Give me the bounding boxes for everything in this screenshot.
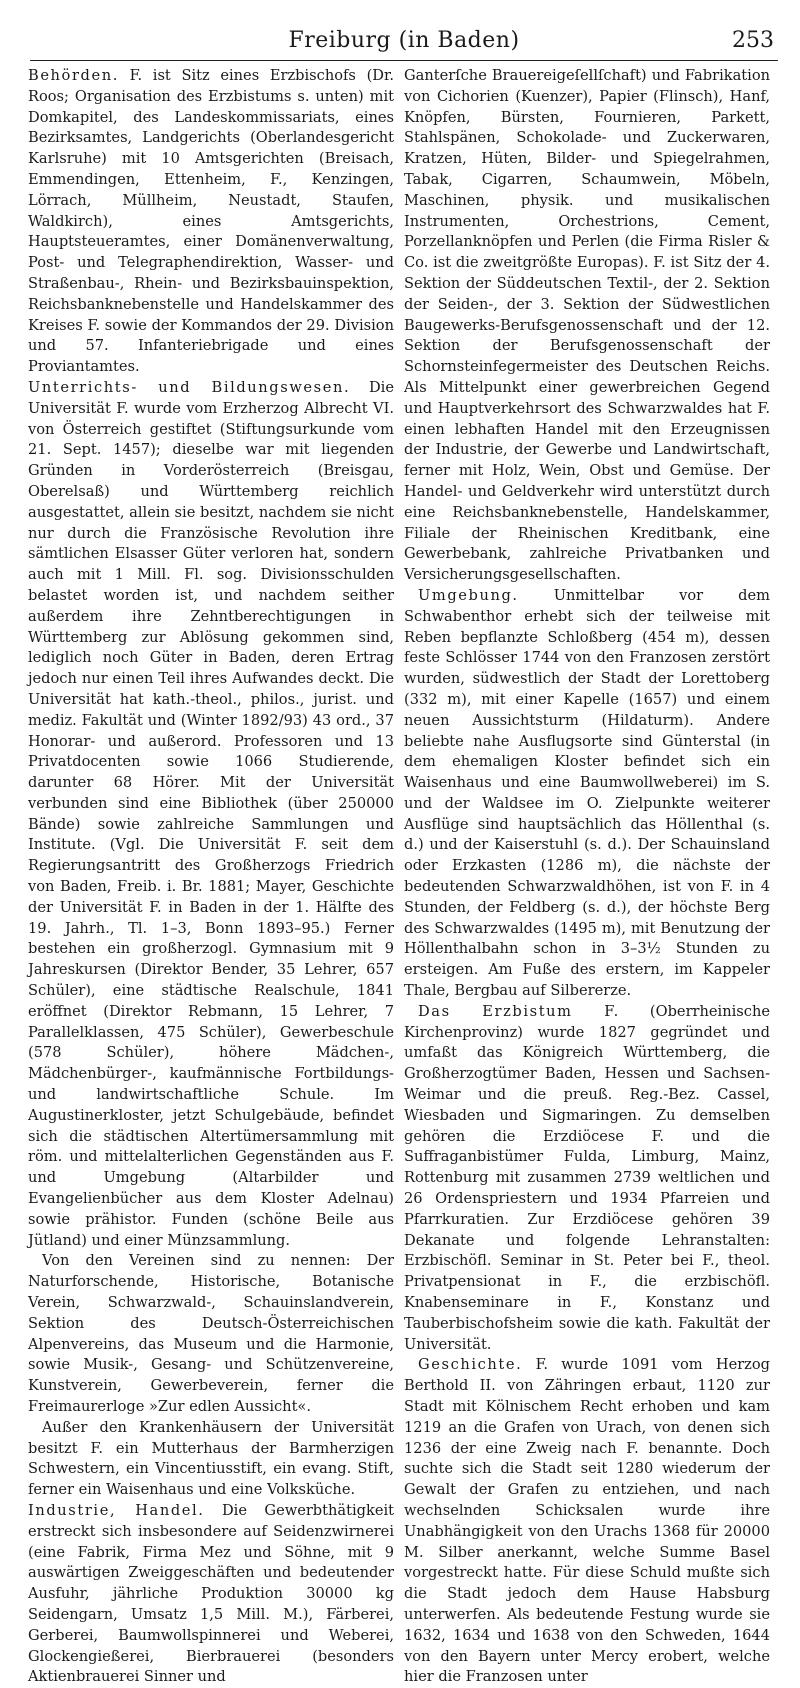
left-column — [28, 66, 394, 1686]
section-lead: Unterrichts- und Bildungswesen. — [28, 378, 351, 396]
paragraph-umgebung — [404, 586, 770, 1002]
page-header — [30, 20, 778, 61]
paragraph-unterricht — [28, 378, 394, 1251]
section-lead: Industrie, Handel. — [28, 1501, 205, 1519]
section-lead: Geschichte. — [418, 1356, 523, 1374]
section-lead: Das Erzbistum F. — [418, 1002, 620, 1020]
paragraph-text: F. ist Sitz eines Erzbischofs (Dr. Roos; Organisation des Erzbistums s. unten) mit Domkapitel, des Landeskommissariats, eines Bezirksamtes, Landgerichts (Oberlandesgericht Karlsruhe) mit 10 Amtsgerichten (Breisach, Emmendingen, Ettenheim, F., Kenzingen, Lörrach, Müllheim, Neustadt, Staufen, Waldkirch), eines Amtsgerichts, Hauptsteueramtes, einer Domänenverwaltung, Post- und Telegraphendirektion, Wasser- und Straßenbau-, Rhein- und Bezirksbauinspektion, Reichsbanknebenstelle und Handelskammer des Kreises F. sowie der Kommandos der 29. Division und 57. Infanteriebrigade und eines Proviantamtes. — [28, 67, 394, 376]
paragraph-industrie-cont — [404, 66, 770, 586]
running-title: Freiburg (in Baden) — [288, 28, 520, 53]
paragraph-text: Die Gewerbthätigkeit erstreckt sich insbesondere auf Seidenzwirnerei (eine Fabrik, Firma Mez und Söhne, mit 9 auswärtigen Zweiggeschäften und bedeutender Ausfuhr, jährliche Produktion 30000 kg Seidengarn, Umsatz 1,5 Mill. M.), Färberei, Gerberei, Baumwollspinnerei und Weberei, Glockengießerei, Bierbrauerei (besonders Aktienbrauerei Sinner und — [28, 1501, 394, 1686]
paragraph-text: Ganterſche Brauereigeſellſchaft) und Fabrikation von Cichorien (Kuenzer), Papier (Flinsch), Hanf, Knöpfen, Bürsten, Fournieren, Parkett, Stahlspänen, Schokolade- und Zuckerwaren, Kratzen, Hüten, Bilder- und Spiegelrahmen, Tabak, Cigarren, Schaumwein, Möbeln, Maschinen, physik. und musikalischen Instrumenten, Orchestrions, Cement, Porzellanknöpfen und Perlen (die Firma Risler & Co. ist die zweitgrößte Europas). F. ist Sitz der 4. Sektion der Süddeutschen Textil-, der 2. Sektion der Seiden-, der 3. Sektion der Südwestlichen Baugewerks-Berufsgenossenschaft und der 12. Sektion der Berufsgenossenschaft der Schornsteinfegermeister des Deutschen Reichs. Als Mittelpunkt einer gewerbreichen Gegend und Hauptverkehrsort des Schwarzwaldes hat F. einen lebhaften Handel mit den Erzeugnissen der Industrie, der Gewerbe und Landwirtschaft, ferner mit Holz, Wein, Obst und Gemüse. Der Handel- und Geldverkehr wird unterstützt durch eine Reichsbanknebenstelle, Handelskammer, Filiale der Rheinischen Kreditbank, eine Gewerbebank, zahlreiche Privatbanken und Versicherungsgesellschaften. — [404, 67, 770, 584]
section-lead: Behörden. — [28, 67, 119, 84]
paragraph-text: Von den Vereinen sind zu nennen: Der Naturforschende, Historische, Botanische Verein, Schwarzwald-, Schauinslandverein, Sektion des Deutsch-Österreichischen Alpenvereins, das Museum und die Harmonie, sowie Musik-, Gesang- und Schützenvereine, Kunstverein, Gewerbeverein, ferner die Freimaurerloge »Zur edlen Aussicht«. — [28, 1252, 394, 1415]
paragraph-behoerden — [28, 66, 394, 378]
paragraph-krankenhaeuser — [28, 1418, 394, 1501]
paragraph-text: (Oberrheinische Kirchenprovinz) wurde 1827 gegründet und umfaßt das Königreich Württemberg, die Großherzogtümer Baden, Hessen und Sachsen-Weimar und die preuß. Reg.-Bez. Cassel, Wiesbaden und Sigmaringen. Zu demselben gehören die Erzdiöcese F. und die Suffraganbistümer Fulda, Limburg, Mainz, Rottenburg mit zusammen 2739 weltlichen und 26 Ordenspriestern und 1934 Pfarreien und Pfarrkuratien. Zur Erzdiöcese gehören 39 Dekanate und folgende Lehranstalten: Erzbischöfl. Seminar in St. Peter bei F., theol. Privatpensionat in F., die erzbischöfl. Knabenseminare in F., Konstanz und Tauberbischofsheim sowie die kath. Fakultät der Universität. — [404, 1002, 770, 1353]
paragraph-industrie — [28, 1501, 394, 1688]
paragraph-erzbistum — [404, 1002, 770, 1356]
page-number: 253 — [732, 28, 774, 53]
paragraph-vereine — [28, 1251, 394, 1417]
paragraph-text: Außer den Krankenhäusern der Universität besitzt F. ein Mutterhaus der Barmherzigen Schwestern, ein Vincentiusstift, ein evang. Stift, ferner ein Waisenhaus und eine Volksküche. — [28, 1418, 394, 1499]
right-column — [404, 66, 770, 1686]
paragraph-text: Unmittelbar vor dem Schwabenthor erhebt sich der teilweise mit Reben bepflanzte Schloßberg (454 m), dessen feste Schlösser 1744 von den Franzosen zerstört wurden, südwestlich der Stadt der Lorettoberg (332 m), mit einer Kapelle (1657) und einem neuen Aussichtsturm (Hildaturm). Andere beliebte nahe Ausflugsorte sind Günterstal (in dem ehemaligen Kloster befindet sich ein Waisenhaus und eine Baumwollweberei) im S. und der Waldsee im O. Zielpunkte weiterer Ausflüge sind hauptsächlich das Höllenthal (s. d.) und der Kaiserstuhl (s. d.). Der Schauinsland oder Erzkasten (1286 m), die nächste der bedeutenden Schwarzwaldhöhen, ist von F. in 4 Stunden, der Feldberg (s. d.), der höchste Berg des Schwarzwaldes (1495 m), mit Benutzung der Höllenthalbahn schon in 3–3½ Stunden zu ersteigen. Am Fuße des erstern, im Kappeler Thale, Bergbau auf Silbererze. — [404, 586, 770, 1000]
paragraph-geschichte — [404, 1355, 770, 1688]
paragraph-text: Die Universität F. wurde vom Erzherzog Albrecht VI. von Österreich gestiftet (Stiftungsurkunde vom 21. Sept. 1457); dieselbe war mit liegenden Gründen in Vorderösterreich (Breisgau, Oberelsaß) und Württemberg reichlich ausgestattet, allein sie besitzt, nachdem sie nicht nur durch die Französische Revolution ihre sämtlichen Elsasser Güter verloren hat, sondern auch mit 1 Mill. Fl. sog. Divisionsschulden belastet worden ist, und nachdem seither außerdem ihre Zehntberechtigungen in Württemberg zur Ablösung gekommen sind, lediglich noch Güter in Baden, deren Ertrag jedoch nur einen Teil ihres Aufwandes deckt. Die Universität hat kath.-theol., philos., jurist. und mediz. Fakultät und (Winter 1892/93) 43 ord., 37 Honorar- und außerord. Professoren und 13 Privatdocenten sowie 1066 Studierende, darunter 68 Hörer. Mit der Universität verbunden sind eine Bibliothek (über 250000 Bände) sowie zahlreiche Sammlungen und Institute. (Vgl. Die Universität F. seit dem Regierungsantritt des Großherzogs Friedrich von Baden, Freib. i. Br. 1881; Mayer, Geschichte der Universität F. in Baden in der 1. Hälfte des 19. Jahrh., Tl. 1–3, Bonn 1893–95.) Ferner bestehen ein großherzogl. Gymnasium mit 9 Jahreskursen (Direktor Bender, 35 Lehrer, 657 Schüler), eine städtische Realschule, 1841 eröffnet (Direktor Rebmann, 15 Lehrer, 7 Parallelklassen, 475 Schüler), Gewerbeschule (578 Schüler), höhere Mädchen-, Mädchenbürger-, kaufmännische Fortbildungs- und landwirtschaftliche Schule. Im Augustinerkloster, jetzt Schulgebäude, befindet sich die städtischen Altertümersammlung mit röm. und mittelalterlichen Gegenständen aus F. und Umgebung (Altarbilder und Evangelienbücher aus dem Kloster Adelnau) sowie prähistor. Funden (schöne Beile aus Jütland) und einer Münzsammlung. — [28, 378, 394, 1249]
section-lead: Umgebung. — [418, 586, 519, 604]
paragraph-text: F. wurde 1091 vom Herzog Berthold II. von Zähringen erbaut, 1120 zur Stadt mit Kölnischem Recht erhoben und kam 1219 an die Grafen von Urach, von denen sich 1236 der eine Zweig nach F. benannte. Doch suchte sich die Stadt seit 1280 wiederum der Gewalt der Grafen zu entziehen, und nach wechselnden Schicksalen wurde ihre Unabhängigkeit von den Urachs 1368 für 20000 M. Silber anerkannt, welche Summe Basel vorgestreckt hatte. Für diese Schuld mußte sich die Stadt jedoch dem Hause Habsburg unterwerfen. Als bedeutende Festung wurde sie 1632, 1634 und 1638 von den Schweden, 1644 von den Bayern unter Mercy erobert, welche hier die Franzosen unter — [404, 1356, 770, 1686]
